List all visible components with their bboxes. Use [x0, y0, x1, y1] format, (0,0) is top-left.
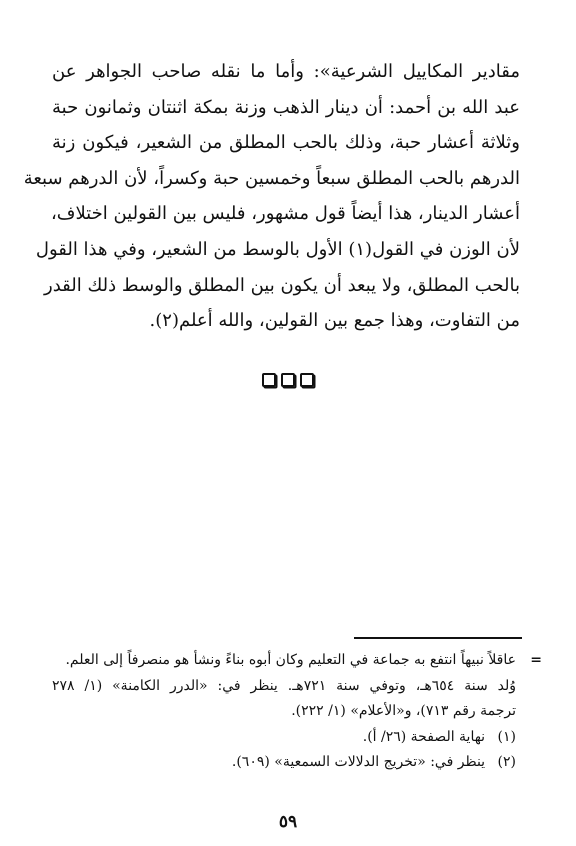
square-ornament-icon	[300, 373, 314, 387]
footnote-separator	[354, 637, 522, 639]
main-text	[23, 54, 520, 339]
footnote-text: ينظر في: «تخريج الدلالات السمعية» (٦٠٩).	[231, 754, 486, 770]
text-line: من التفاوت، وهذا جمع بين القولين، والله أعلم(٢).	[149, 310, 520, 332]
text-line: لأن الوزن في القول(١) الأول بالوسط من الشعير، وفي هذا القول	[35, 238, 520, 260]
text-line: بالحب المطلق، ولا يبعد أن يكون بين المطلق والوسط ذلك القدر	[44, 274, 520, 296]
footnote-continuation-line: ترجمة رقم ٧١٣)، و«الأعلام» (١/ ٢٢٢).	[291, 703, 516, 719]
footnote-item	[52, 750, 538, 776]
page-number: ٥٩	[278, 812, 298, 832]
text-line: مقادير المكاييل الشرعية»: وأما ما نقله صاحب الجواهر عن	[52, 61, 520, 82]
text-line: عبد الله بن أحمد: أن دينار الذهب وزنة بمكة اثنتان وثمانون حبة	[52, 96, 520, 118]
footnote-text: نهاية الصفحة (٢٦/ أ).	[362, 728, 486, 745]
footnote-number: (١)	[497, 728, 516, 745]
footnote-number: (٢)	[497, 754, 516, 770]
square-ornament-icon	[262, 373, 276, 387]
footnote-continuation-line: وُلد سنة ٦٥٤هـ، وتوفي سنة ٧٢١هـ. ينظر في: «الدرر الكامنة» (١/ ٢٧٨	[52, 677, 516, 694]
text-line: أعشار الدينار، هذا أيضاً قول مشهور، فليس بين القولين اختلاف،	[50, 203, 520, 225]
text-line: الدرهم بالحب المطلق سبعاً وخمسين حبة وكسراً، لأن الدرهم سبعة	[23, 167, 520, 189]
text-line: وثلاثة أعشار حبة، وذلك بالحب المطلق من الشعير، فيكون زنة	[52, 132, 520, 154]
footnotes	[52, 648, 542, 776]
section-divider-ornament	[0, 373, 576, 387]
continuation-marker: =	[530, 652, 542, 668]
footnote-item	[52, 725, 538, 751]
footnote-continuation-line: = عاقلاً نبيهاً انتفع به جماعة في التعليم وكان أبوه بناءً ونشأ هو منصرفاً إلى العلم.	[52, 648, 538, 674]
square-ornament-icon	[281, 373, 295, 387]
